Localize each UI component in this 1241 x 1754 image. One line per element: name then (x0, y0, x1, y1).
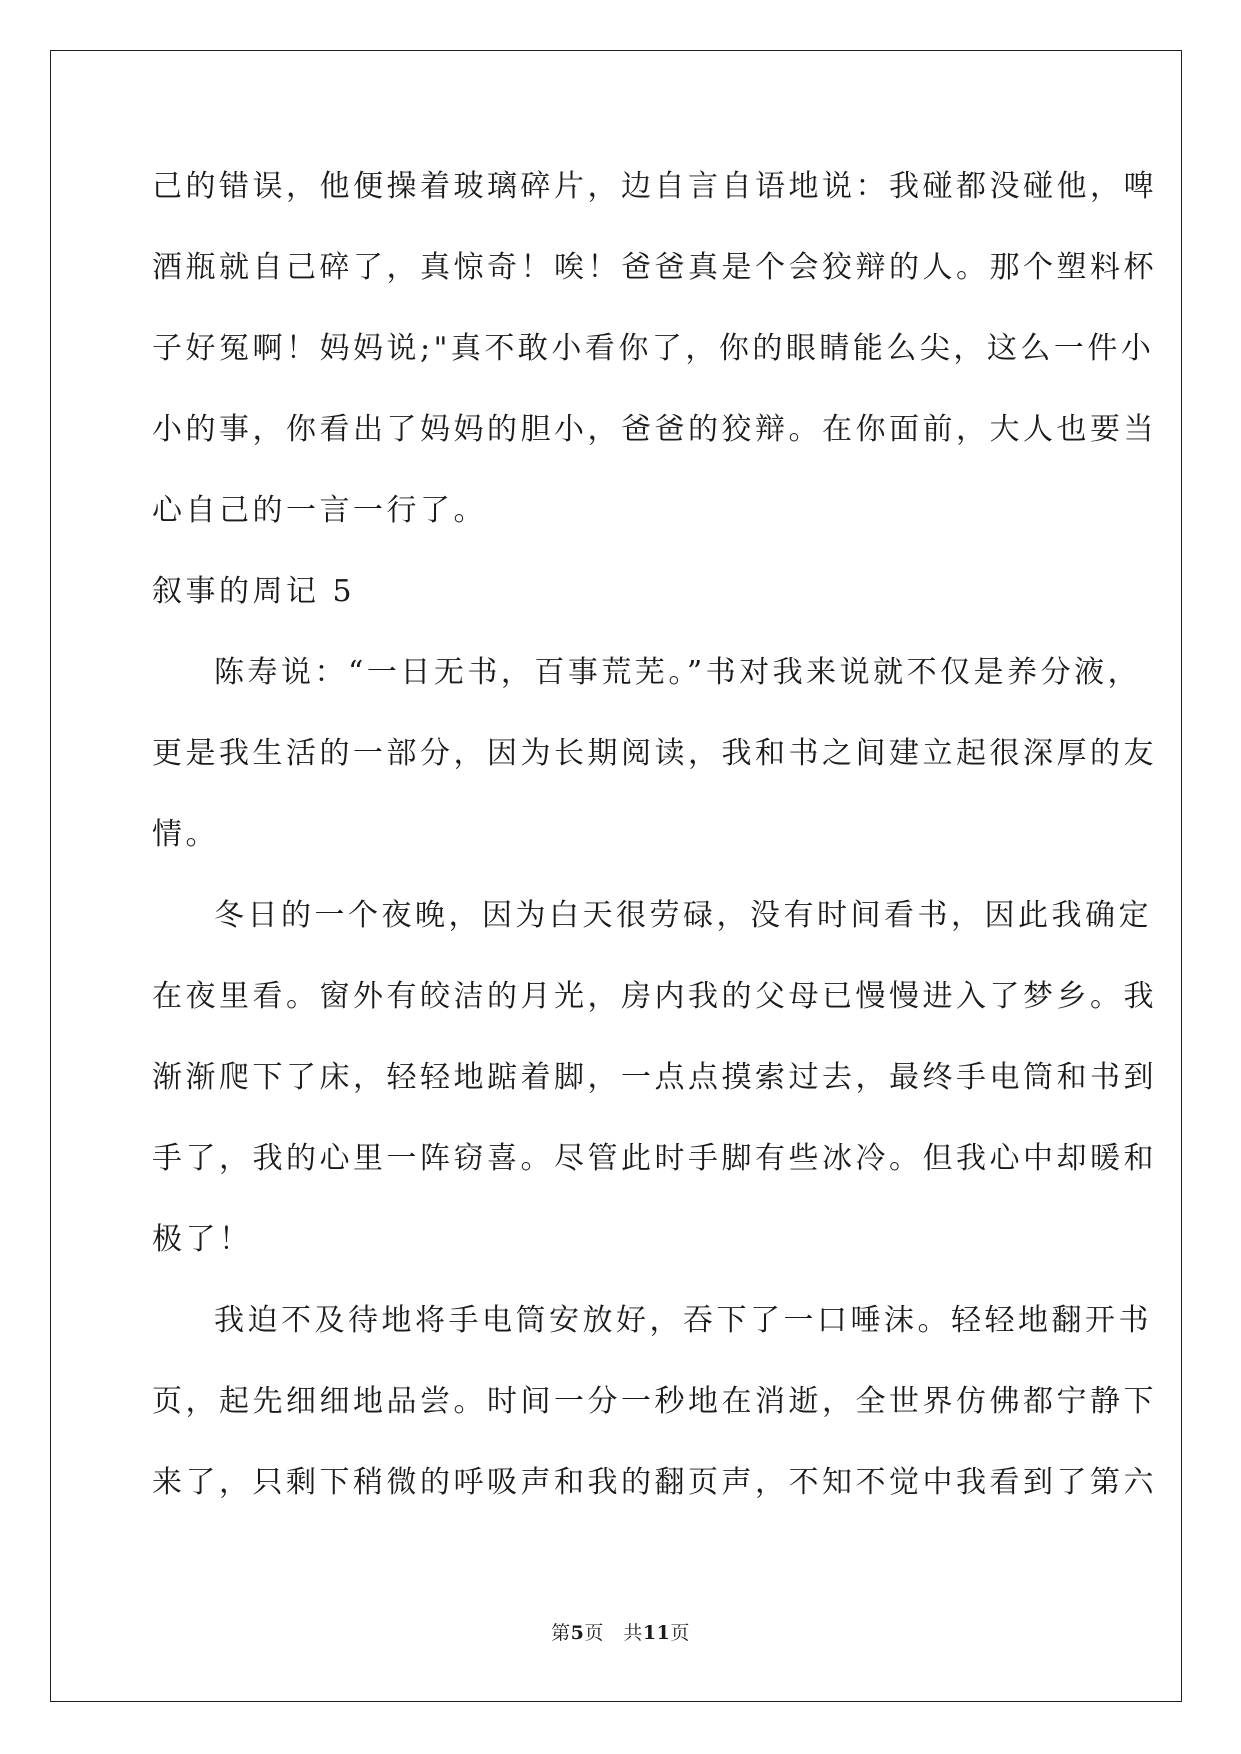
text-line: 心自己的一言一行了。 (152, 493, 487, 528)
paragraph-first-line: 我迫不及待地将手电筒安放好，吞下了一口唾沫。轻轻地翻开书 (214, 1303, 1152, 1338)
footer-suffix: 页 (670, 1622, 690, 1644)
current-page-number: 5 (570, 1622, 585, 1644)
text-line: 情。 (152, 817, 219, 852)
paragraph-first-line: 陈寿说：“一日无书，百事荒芜。”书对我来说就不仅是养分液， (214, 655, 1142, 690)
text-line: 酒瓶就自己碎了，真惊奇！唉！爸爸真是个会狡辩的人。那个塑料杯 (152, 250, 1157, 285)
paragraph-first-line: 冬日的一个夜晚，因为白天很劳碌，没有时间看书，因此我确定 (214, 898, 1152, 933)
page-border (50, 50, 1182, 1702)
text-line: 页，起先细细地品尝。时间一分一秒地在消逝，全世界仿佛都宁静下 (152, 1384, 1157, 1419)
text-line: 小的事，你看出了妈妈的胆小，爸爸的狡辩。在你面前，大人也要当 (152, 412, 1157, 447)
text-line: 子好冤啊！妈妈说;"真不敢小看你了，你的眼睛能么尖，这么一件小 (152, 331, 1155, 366)
text-line: 来了，只剩下稍微的呼吸声和我的翻页声，不知不觉中我看到了第六 (152, 1465, 1157, 1500)
text-line: 极了！ (152, 1222, 253, 1257)
text-line: 在夜里看。窗外有皎洁的月光，房内我的父母已慢慢进入了梦乡。我 (152, 979, 1157, 1014)
text-line: 己的错误，他便操着玻璃碎片，边自言自语地说：我碰都没碰他，啤 (152, 169, 1157, 204)
total-pages-number: 11 (642, 1622, 671, 1644)
text-line: 渐渐爬下了床，轻轻地踮着脚，一点点摸索过去，最终手电筒和书到 (152, 1060, 1157, 1095)
footer-prefix: 第 (551, 1622, 571, 1644)
section-heading: 叙事的周记 5 (152, 574, 356, 609)
page-footer (0, 1618, 1241, 1645)
text-line: 更是我生活的一部分，因为长期阅读，我和书之间建立起很深厚的友 (152, 736, 1157, 771)
text-line: 手了，我的心里一阵窃喜。尽管此时手脚有些冰冷。但我心中却暖和 (152, 1141, 1157, 1176)
footer-mid: 页 共 (584, 1622, 643, 1644)
